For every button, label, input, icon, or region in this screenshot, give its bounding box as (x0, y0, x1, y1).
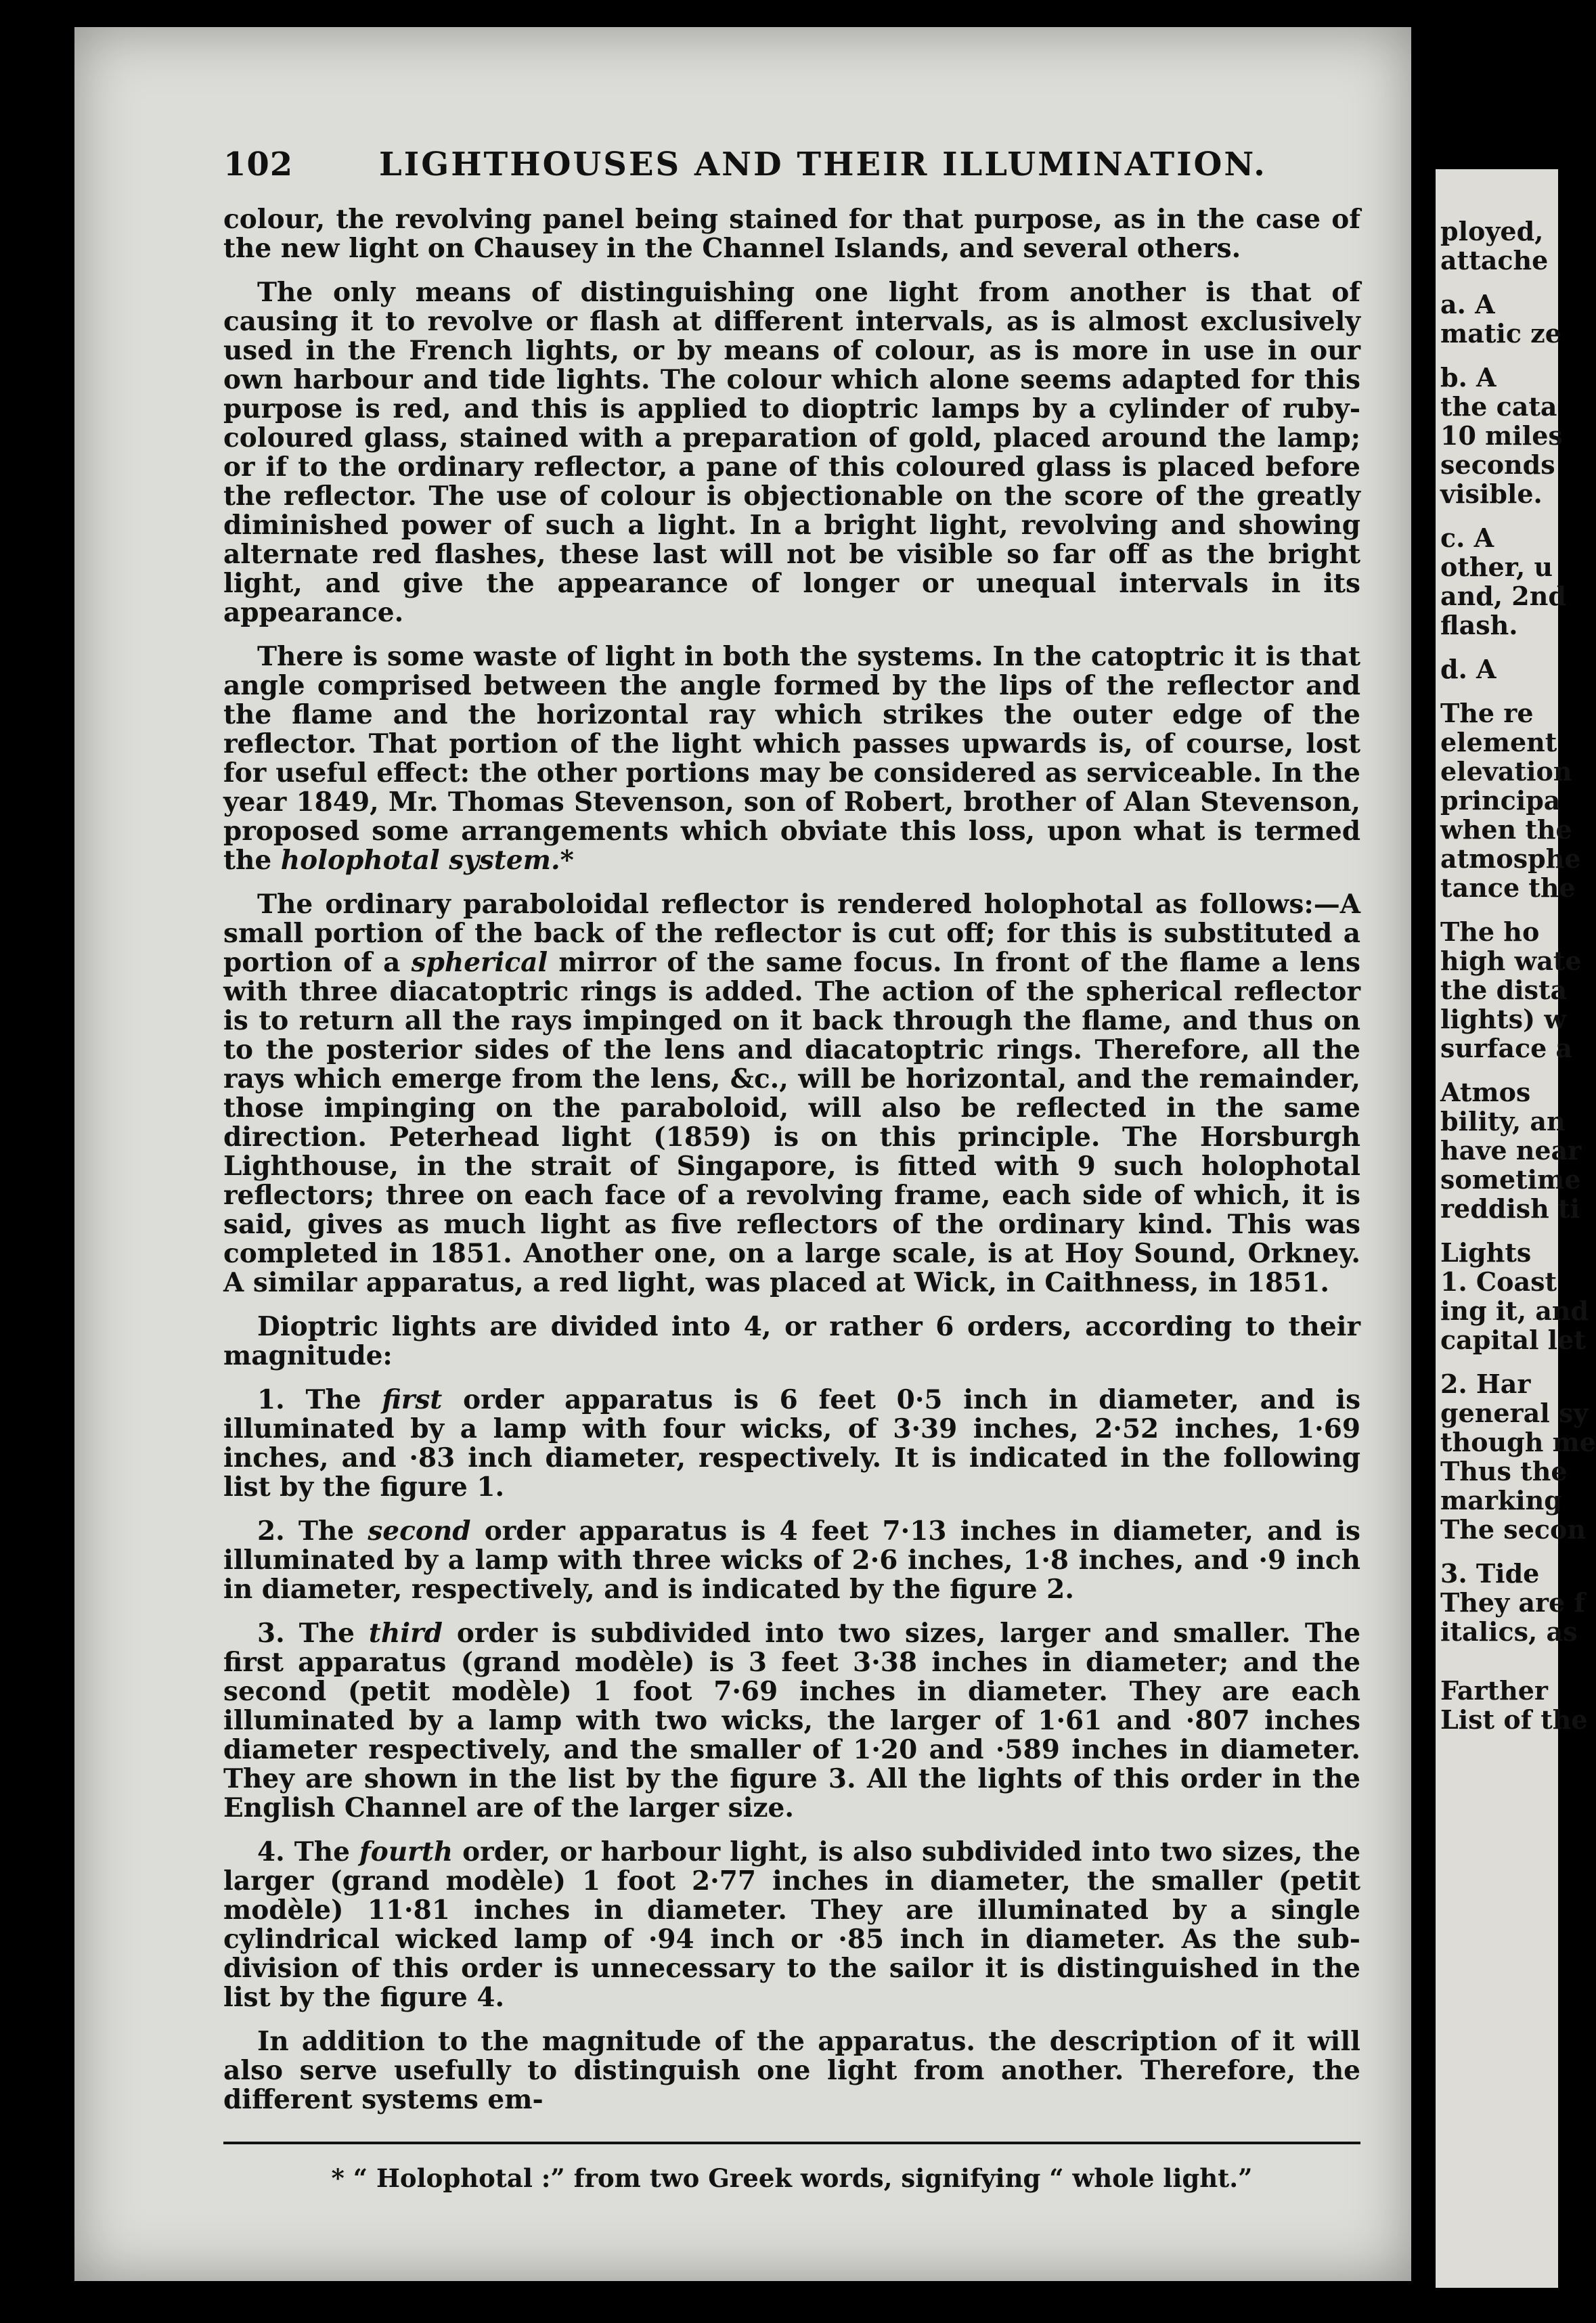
order-third (223, 1619, 1360, 1823)
paragraph-text: The ordinary paraboloidal reflector is rendered holophotal as follows:—A small portion of the back of the reflector is cut off; for this is substituted a portion of a (223, 889, 1360, 978)
right-page-line: high wate (1440, 946, 1582, 976)
right-page-line: visible. (1440, 479, 1543, 509)
right-page-line: tance the (1440, 872, 1576, 903)
right-page-line: d. A (1440, 654, 1497, 684)
right-page-line: the dista (1440, 975, 1568, 1005)
right-page-line: atmosphe (1440, 843, 1581, 874)
italic-term: first (382, 1384, 443, 1415)
right-page-line: 2. Har (1440, 1369, 1531, 1399)
italic-term: fourth (359, 1836, 453, 1867)
paragraph-systems-employed: In addition to the magnitude of the apparatus. the description of it will also serve usefully to distinguish one light from another. Therefore, the different systems em- (223, 2026, 1360, 2115)
order-label: 1. The (257, 1384, 361, 1415)
order-first (223, 1386, 1360, 1502)
right-page-line: Farther (1440, 1675, 1548, 1706)
right-page-line (1440, 684, 1558, 699)
right-page-line: matic ze (1440, 318, 1561, 349)
right-page-line (1440, 1544, 1558, 1559)
right-page-line: lights) w (1440, 1004, 1566, 1034)
right-page-line: marking (1440, 1485, 1562, 1516)
right-page-line: List of the (1440, 1704, 1588, 1735)
right-page-line: other, u (1440, 552, 1553, 582)
right-page-line: ing it, and (1440, 1296, 1589, 1326)
paragraph-waste-of-light (223, 642, 1360, 875)
right-page-line (1440, 275, 1558, 290)
right-page-line: surface a (1440, 1033, 1573, 1063)
right-page-line: 3. Tide (1440, 1558, 1540, 1589)
right-page-line: The re (1440, 698, 1534, 728)
right-page-text (1440, 216, 1596, 1735)
right-page-line: when the (1440, 814, 1572, 845)
italic-term: holophotal system. (280, 845, 560, 876)
right-page-line: general sy (1440, 1398, 1589, 1428)
right-page-line (1440, 348, 1558, 363)
right-page-line: have near (1440, 1135, 1582, 1166)
order-text: order, or harbour light, is also subdivided into two sizes, the larger (grand modèle) 1 foot 2·77 inches in diameter, the smaller (petit modèle) 11·81 inches in diameter. They are illuminated by a single cylindrical wicked lamp of ·94 inch or ·85 inch in diameter. As the sub-division of this order is unnecessary to the sailor it is distinguished in the list by the figure 4. (223, 1836, 1361, 2013)
right-page-line: The secon (1440, 1514, 1586, 1545)
paragraph-distinguishing-lights: The only means of distinguishing one light from another is that of causing it to revolve or flash at different intervals, as is almost exclusively used in the French lights, or by means of colour, as is more in use in our own harbour and tide lights. The colour which alone seems adapted for this purpose is red, and this is applied to dioptric lamps by a cylinder of ruby-coloured glass, stained with a preparation of gold, placed around the lamp; or if to the ordinary reflector, a pane of this coloured glass is placed before the reflector. The use of colour is objectionable on the score of the greatly diminished power of such a light. In a bright light, revolving and showing alternate red flashes, these last will not be visible so far off as the bright light, and give the appearance of longer or unequal intervals in its appearance. (223, 277, 1360, 628)
order-label: 3. The (257, 1618, 355, 1649)
right-page-line: elevation (1440, 756, 1572, 787)
gutter (1411, 0, 1436, 2323)
right-page-line: and, 2nd (1440, 581, 1566, 611)
right-page-line: capital let (1440, 1325, 1586, 1355)
right-page-line: seconds (1440, 449, 1555, 480)
right-page-line (1440, 508, 1558, 523)
paragraph-holophotal-reflector (223, 890, 1360, 1298)
right-page-line (1440, 1646, 1558, 1661)
right-page-line: attache (1440, 245, 1549, 275)
right-page-line: element (1440, 727, 1557, 757)
italic-term: spherical (411, 947, 548, 978)
right-page-line: bility, an (1440, 1106, 1566, 1136)
right-page-line: Atmos (1440, 1077, 1531, 1107)
footnote-rule (223, 2142, 1360, 2144)
right-page-line: flash. (1440, 610, 1518, 640)
right-page-line (1440, 1661, 1558, 1676)
left-page-text (223, 146, 1360, 2193)
right-page-line: though me (1440, 1427, 1596, 1457)
right-page-line (1440, 902, 1558, 917)
italic-term: second (368, 1516, 471, 1547)
order-label: 2. The (257, 1516, 355, 1547)
right-page-line: Thus the (1440, 1456, 1568, 1486)
body-text (223, 205, 1360, 2115)
page-number: 102 (223, 146, 294, 183)
order-text: order apparatus is 6 feet 0·5 inch in diameter, and is illuminated by a lamp with four wicks, of 3·39 inches, 2·52 inches, 1·69 inches, and ·83 inch diameter, respectively. It is indicated in the following list by the figure 1. (223, 1384, 1361, 1503)
right-page-line: principa (1440, 785, 1561, 816)
right-page-line: ployed, (1440, 216, 1544, 246)
order-text: order is subdivided into two sizes, larger and smaller. The first apparatus (grand modèle) is 3 feet 3·38 inches in diameter; and the second (petit modèle) 1 foot 7·69 inches in diameter. They are each illuminated by a lamp with two wicks, the larger of 1·61 and ·807 inches diameter respectively, and the smaller of 1·20 and ·589 inches in diameter. They are shown in the list by the figure 3. All the lights of this order in the English Channel are of the larger size. (223, 1618, 1361, 1823)
right-page-line: Lights (1440, 1237, 1532, 1268)
right-page-line: 1. Coast (1440, 1266, 1557, 1297)
order-text: order apparatus is 4 feet 7·13 inches in diameter, and is illuminated by a lamp with three wicks of 2·6 inches, 1·8 inches, and ·9 inch in diameter, respectively, and is indicated by the figure 2. (223, 1516, 1361, 1605)
footnote-marker: * (560, 845, 574, 876)
paragraph-text: There is some waste of light in both the systems. In the catoptric it is that angle comprised between the angle formed by the lips of the reflector and the flame and the horizontal ray which strikes the outer edge of the reflector. That portion of the light which passes upwards is, of course, lost for useful effect: the other portions may be considered as serviceable. In the year 1849, Mr. Thomas Stevenson, son of Robert, brother of Alan Stevenson, proposed some arrangements which obviate this loss, upon what is termed the (223, 641, 1360, 876)
italic-term: third (368, 1618, 443, 1649)
right-page-line: c. A (1440, 523, 1494, 553)
right-page-line (1440, 1223, 1558, 1238)
footnote: * “ Holophotal :” from two Greek words, signifying “ whole light.” (331, 2163, 1253, 2193)
paragraph-continuation: colour, the revolving panel being stained for that purpose, as in the case of the new light on Chausey in the Channel Islands, and several others. (223, 204, 1360, 264)
right-page-line: italics, as (1440, 1616, 1578, 1647)
right-page-line: They are f (1440, 1587, 1585, 1618)
right-page-line: sometime (1440, 1164, 1581, 1195)
right-page-line: The ho (1440, 916, 1540, 947)
order-fourth (223, 1838, 1360, 2012)
order-label: 4. The (257, 1836, 350, 1867)
running-title: LIGHTHOUSES AND THEIR ILLUMINATION. (379, 146, 1267, 183)
right-page-line (1440, 640, 1558, 655)
right-page-line: 10 miles (1440, 420, 1563, 451)
paragraph-dioptric-orders: Dioptric lights are divided into 4, or rather 6 orders, according to their magnitude: (223, 1311, 1360, 1371)
right-page-line: the cata (1440, 391, 1557, 422)
right-page-line (1440, 1063, 1558, 1078)
paragraph-text: mirror of the same focus. In front of the flame a lens with three diacatoptric rings is added. The action of the spherical reflector is to return all the rays impinged on it back through the flame, and thus on to the posterior sides of the lens and diacatoptric rings. Therefore, all the rays which emerge from the lens, &c., will be horizontal, and the remainder, those impinging on the paraboloid, will also be reflected in the same direction. Peterhead light (1859) is on this principle. The Horsburgh Lighthouse, in the strait of Singapore, is fitted with 9 such holophotal reflectors; three on each face of a revolving frame, each side of which, it is said, gives as much light as five reflectors of the ordinary kind. This was completed in 1851. Another one, on a large scale, is at Hoy Sound, Orkney. A similar apparatus, a red light, was placed at Wick, in Caithness, in 1851. (223, 947, 1361, 1298)
order-second (223, 1517, 1360, 1604)
right-page-line: reddish ti (1440, 1193, 1580, 1224)
right-page-line: a. A (1440, 289, 1495, 319)
running-head (223, 146, 1360, 183)
right-page-line: b. A (1440, 362, 1497, 393)
right-page-line (1440, 1354, 1558, 1369)
